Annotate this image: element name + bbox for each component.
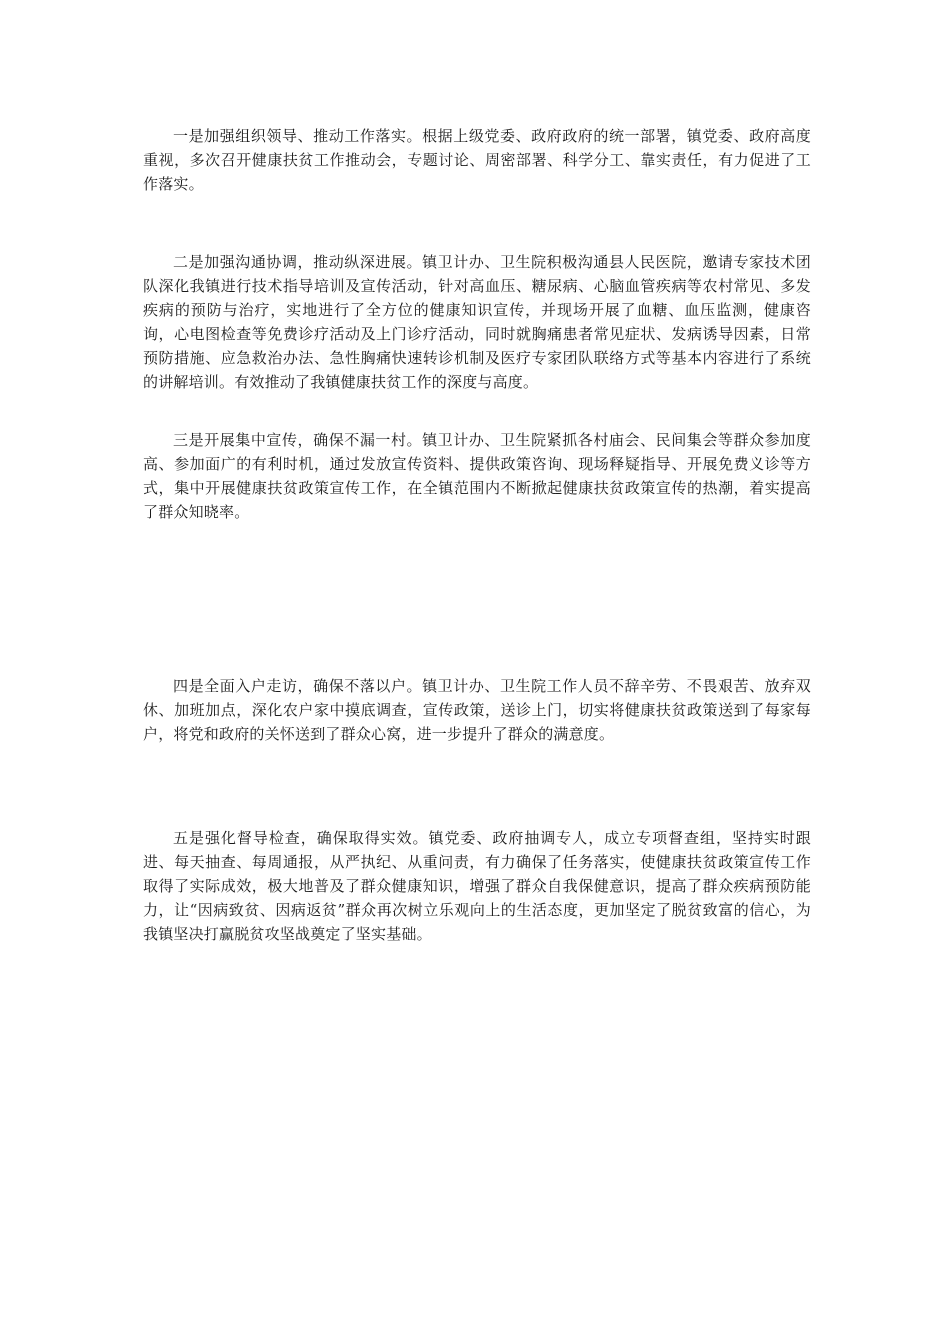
paragraph-5: 五是强化督导检查，确保取得实效。镇党委、政府抽调专人，成立专项督查组，坚持实时跟进、每天抽查、每周通报，从严执纪、从重问责，有力确保了任务落实，使健康扶贫政策宣传工作取得了实际成效，极大地普及了群众健康知识，增强了群众自我保健意识，提高了群众疾病预防能力，让“因病致贫、因病返贫”群众再次树立乐观向上的生活态度，更加坚定了脱贫致富的信心，为我镇坚决打赢脱贫攻坚战奠定了坚实基础。 bbox=[143, 829, 811, 943]
paragraph-1: 一是加强组织领导、推动工作落实。根据上级党委、政府政府的统一部署，镇党委、政府高度重视，多次召开健康扶贫工作推动会，专题讨论、周密部署、科学分工、靠实责任，有力促进了工作落实。 bbox=[143, 127, 811, 193]
paragraph-4: 四是全面入户走访，确保不落以户。镇卫计办、卫生院工作人员不辞辛劳、不畏艰苦、放弃双休、加班加点，深化农户家中摸底调查，宣传政策，送诊上门，切实将健康扶贫政策送到了每家每户，将党和政府的关怀送到了群众心窝，进一步提升了群众的满意度。 bbox=[143, 677, 811, 743]
paragraph-2: 二是加强沟通协调，推动纵深进展。镇卫计办、卫生院积极沟通县人民医院，邀请专家技术团队深化我镇进行技术指导培训及宣传活动，针对高血压、糖尿病、心脑血管疾病等农村常见、多发疾病的预防与治疗，实地进行了全方位的健康知识宣传，并现场开展了血糖、血压监测，健康咨询，心电图检查等免费诊疗活动及上门诊疗活动，同时就胸痛患者常见症状、发病诱导因素，日常预防措施、应急救治办法、急性胸痛快速转诊机制及医疗专家团队联络方式等基本内容进行了系统的讲解培训。有效推动了我镇健康扶贫工作的深度与高度。 bbox=[143, 253, 811, 391]
paragraph-3: 三是开展集中宣传，确保不漏一村。镇卫计办、卫生院紧抓各村庙会、民间集会等群众参加度高、参加面广的有利时机，通过发放宣传资料、提供政策咨询、现场释疑指导、开展免费义诊等方式，集中开展健康扶贫政策宣传工作，在全镇范围内不断掀起健康扶贫政策宣传的热潮，着实提高了群众知晓率。 bbox=[143, 431, 811, 521]
